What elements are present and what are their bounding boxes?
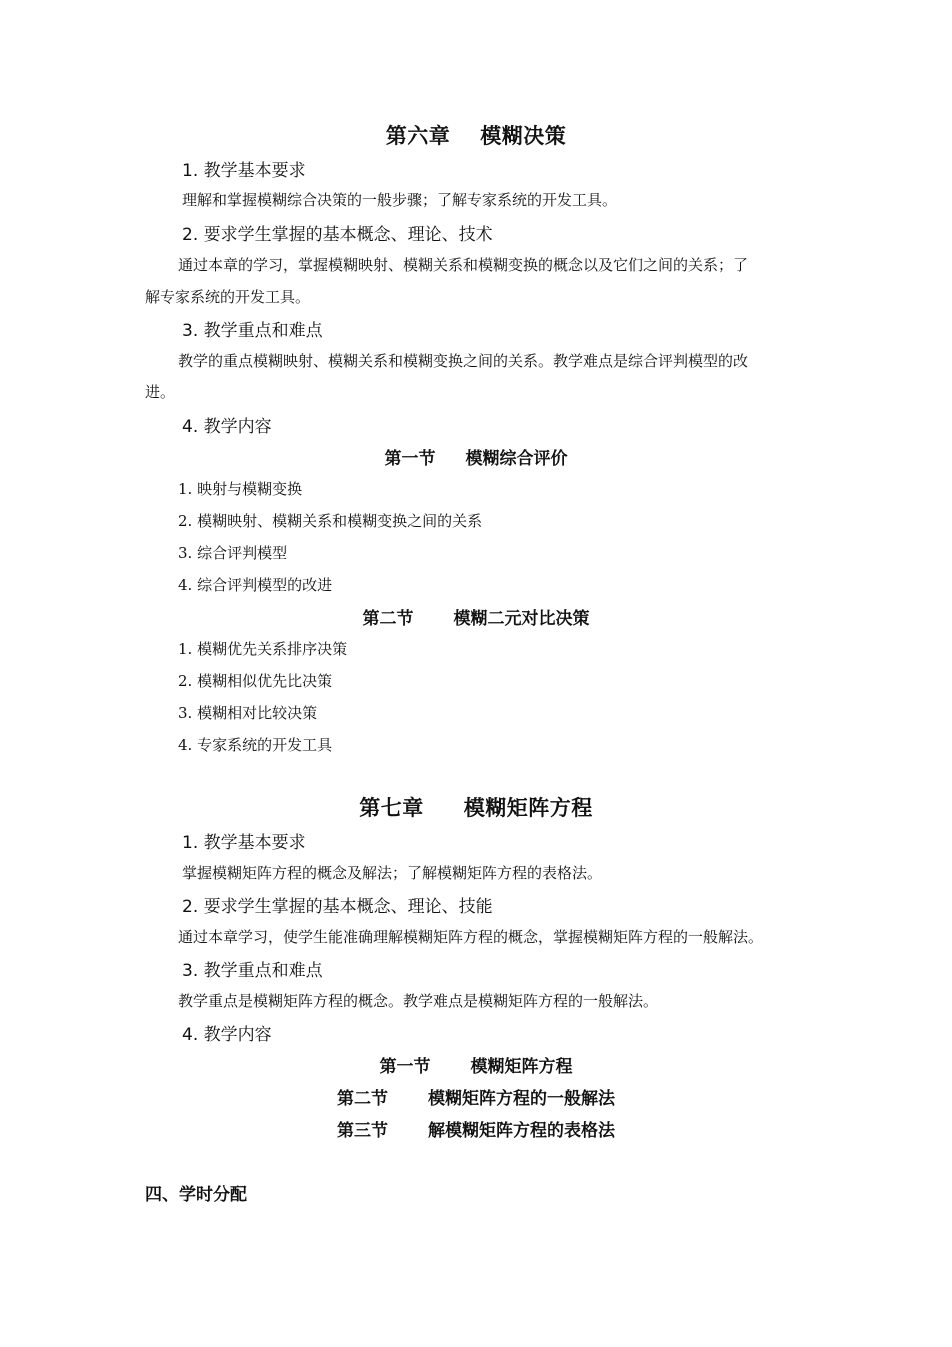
chapter7-heading-1: 1. 教学基本要求	[182, 833, 306, 853]
chapter6-heading-3: 3. 教学重点和难点	[182, 321, 323, 341]
list-item: 3. 模糊相对比较决策	[178, 704, 318, 722]
chapter7-section2-title	[0, 1084, 952, 1109]
chapter6-section2-title	[0, 604, 952, 629]
chapter7-section1-number: 第一节	[379, 1057, 431, 1077]
chapter7-section3-number: 第三节	[337, 1121, 388, 1141]
list-item: 1. 模糊优先关系排序决策	[178, 640, 348, 658]
chapter7-heading-3: 3. 教学重点和难点	[182, 961, 323, 981]
chapter7-title	[0, 792, 952, 822]
chapter6-section2-text: 模糊二元对比决策	[453, 609, 590, 629]
chapter7-title-number: 第七章	[359, 796, 424, 820]
list-item: 3. 综合评判模型	[178, 544, 288, 562]
chapter6-paragraph-2-line2: 解专家系统的开发工具。	[145, 288, 311, 306]
chapter6-section1-title	[0, 444, 952, 469]
chapter7-section3-title	[0, 1116, 952, 1141]
chapter6-title-text: 模糊决策	[480, 124, 567, 148]
chapter6-heading-2: 2. 要求学生掌握的基本概念、理论、技术	[182, 225, 493, 245]
chapter6-title-number: 第六章	[385, 124, 451, 148]
chapter7-paragraph-1: 掌握模糊矩阵方程的概念及解法；了解模糊矩阵方程的表格法。	[182, 864, 603, 882]
chapter7-paragraph-2: 通过本章学习，使学生能准确理解模糊矩阵方程的概念，掌握模糊矩阵方程的一般解法。	[178, 928, 764, 946]
chapter6-section2-number: 第二节	[362, 609, 414, 629]
list-item: 2. 模糊相似优先比决策	[178, 672, 333, 690]
chapter7-section2-number: 第二节	[337, 1089, 388, 1109]
list-item: 4. 专家系统的开发工具	[178, 736, 333, 754]
chapter6-heading-4: 4. 教学内容	[182, 417, 272, 437]
part4-title: 四、学时分配	[145, 1185, 247, 1205]
chapter6-heading-1: 1. 教学基本要求	[182, 161, 306, 181]
chapter6-title	[0, 120, 952, 150]
chapter7-section2-text: 模糊矩阵方程的一般解法	[428, 1089, 615, 1109]
chapter6-paragraph-2-line1: 通过本章的学习，掌握模糊映射、模糊关系和模糊变换的概念以及它们之间的关系；了	[178, 256, 749, 274]
chapter7-section3-text: 解模糊矩阵方程的表格法	[428, 1121, 615, 1141]
chapter6-paragraph-3-line2: 进。	[145, 383, 176, 401]
chapter7-section1-title	[0, 1052, 952, 1077]
chapter7-paragraph-3: 教学重点是模糊矩阵方程的概念。教学难点是模糊矩阵方程的一般解法。	[178, 992, 659, 1010]
chapter6-section1-text: 模糊综合评价	[465, 449, 568, 469]
list-item: 1. 映射与模糊变换	[178, 480, 303, 498]
chapter6-paragraph-3-line1: 教学的重点模糊映射、模糊关系和模糊变换之间的关系。教学难点是综合评判模型的改	[178, 352, 749, 370]
chapter6-section1-number: 第一节	[384, 449, 436, 469]
list-item: 4. 综合评判模型的改进	[178, 576, 333, 594]
chapter6-paragraph-1: 理解和掌握模糊综合决策的一般步骤；了解专家系统的开发工具。	[182, 191, 618, 209]
chapter7-title-text: 模糊矩阵方程	[463, 796, 593, 820]
chapter7-heading-4: 4. 教学内容	[182, 1025, 272, 1045]
chapter7-heading-2: 2. 要求学生掌握的基本概念、理论、技能	[182, 897, 493, 917]
chapter7-section1-text: 模糊矩阵方程	[470, 1057, 573, 1077]
list-item: 2. 模糊映射、模糊关系和模糊变换之间的关系	[178, 512, 483, 530]
